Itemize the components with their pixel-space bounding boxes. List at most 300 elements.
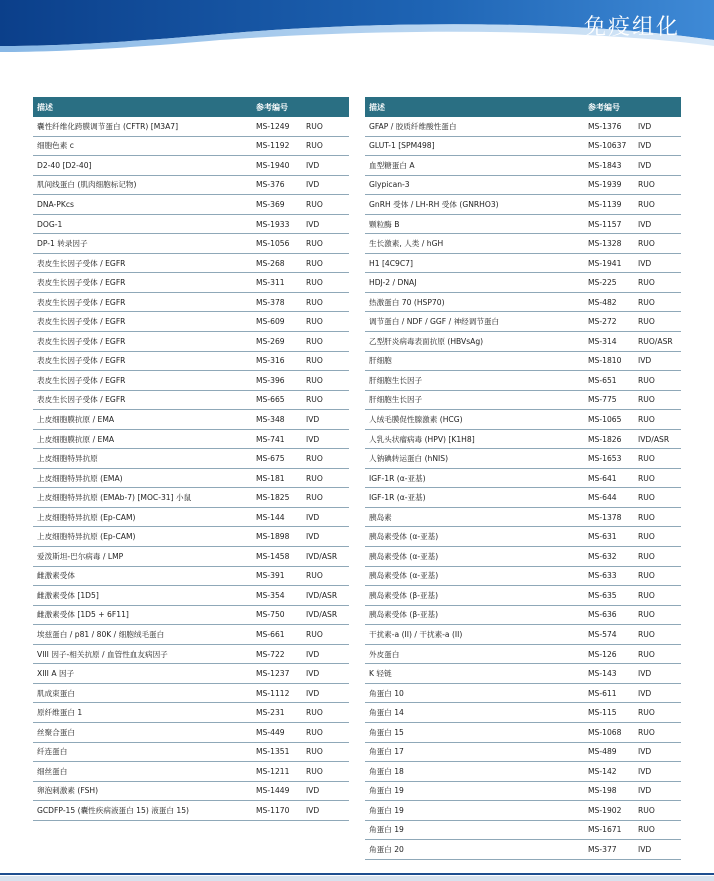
- table-row: [365, 527, 681, 547]
- cell-type: RUO: [638, 610, 655, 620]
- cell-reference: MS-376: [256, 180, 285, 190]
- cell-description: 表皮生长因子受体 / EGFR: [37, 375, 126, 385]
- table-body: [365, 117, 681, 860]
- table-row: [365, 332, 681, 352]
- table-row: [365, 137, 681, 157]
- cell-description: 表皮生长因子受体 / EGFR: [37, 336, 126, 346]
- cell-description: 血型糖蛋白 A: [369, 160, 415, 170]
- cell-type: RUO: [306, 297, 323, 307]
- cell-type: RUO: [306, 727, 323, 737]
- table-row: [33, 176, 349, 196]
- cell-description: DP-1 转录因子: [37, 239, 88, 249]
- cell-type: RUO: [638, 825, 655, 835]
- cell-reference: MS-489: [588, 747, 617, 757]
- cell-reference: MS-1351: [256, 747, 290, 757]
- table-row: [33, 801, 349, 821]
- cell-description: 细胞色素 c: [37, 141, 74, 151]
- cell-description: 表皮生长因子受体 / EGFR: [37, 395, 126, 405]
- cell-reference: MS-1112: [256, 688, 290, 698]
- header-banner: [0, 0, 714, 62]
- cell-description: XIII A 因子: [37, 669, 75, 679]
- cell-type: IVD/ASR: [306, 551, 338, 561]
- cell-description: 角蛋白 20: [369, 845, 404, 854]
- cell-reference: MS-722: [256, 649, 285, 659]
- cell-reference: MS-675: [256, 454, 285, 464]
- cell-reference: MS-1378: [588, 512, 622, 522]
- cell-description: GnRH 受体 / LH-RH 受体 (GNRHO3): [369, 199, 499, 209]
- column-header-reference: 参考编号: [256, 102, 288, 112]
- cell-description: 胰岛素受体 (α-亚基): [369, 532, 439, 542]
- cell-type: IVD: [638, 688, 652, 698]
- cell-description: GLUT-1 [SPM498]: [369, 141, 435, 151]
- cell-reference: MS-1810: [588, 356, 622, 366]
- cell-type: IVD: [306, 434, 320, 444]
- cell-reference: MS-631: [588, 532, 617, 542]
- cell-reference: MS-741: [256, 434, 285, 444]
- cell-type: IVD: [638, 121, 652, 131]
- cell-reference: MS-1065: [588, 414, 622, 424]
- cell-description: 上皮细胞特异抗原: [37, 454, 98, 464]
- table-row: [365, 723, 681, 743]
- cell-type: RUO: [638, 629, 655, 639]
- cell-type: RUO: [306, 473, 323, 483]
- column-header-description: 描述: [37, 102, 53, 112]
- cell-description: 胰岛素: [369, 512, 392, 522]
- cell-type: RUO: [306, 199, 323, 209]
- cell-reference: MS-377: [588, 845, 617, 854]
- table-header: [33, 97, 349, 117]
- footer-rule: [0, 873, 714, 875]
- cell-reference: MS-1139: [588, 199, 622, 209]
- cell-description: 角蛋白 19: [369, 786, 404, 796]
- cell-description: 乙型肝炎病毒表面抗原 (HBVsAg): [369, 336, 484, 346]
- table-row: [365, 821, 681, 841]
- cell-reference: MS-665: [256, 395, 285, 405]
- cell-reference: MS-750: [256, 610, 285, 620]
- footer-band: [0, 876, 714, 881]
- table-row: [365, 430, 681, 450]
- cell-description: 爱泼斯坦-巴尔病毒 / LMP: [37, 551, 124, 561]
- cell-description: 上皮细胞膜抗原 / EMA: [37, 414, 115, 424]
- cell-reference: MS-574: [588, 629, 617, 639]
- cell-type: IVD: [306, 649, 320, 659]
- cell-reference: MS-1211: [256, 766, 290, 776]
- cell-type: IVD: [638, 141, 652, 151]
- cell-reference: MS-1933: [256, 219, 290, 229]
- cell-description: GCDFP-15 (囊性疾病液蛋白 15) 液蛋白 15): [37, 805, 190, 815]
- table-row: [365, 567, 681, 587]
- table-row: [365, 606, 681, 626]
- cell-reference: MS-316: [256, 356, 285, 366]
- cell-type: IVD: [638, 258, 652, 268]
- cell-reference: MS-1825: [256, 493, 290, 503]
- cell-description: 囊性纤维化跨膜调节蛋白 (CFTR) [M3A7]: [37, 121, 179, 131]
- cell-description: 胰岛素受体 (α-亚基): [369, 571, 439, 581]
- table-row: [33, 567, 349, 587]
- table-row: [365, 488, 681, 508]
- cell-reference: MS-391: [256, 571, 285, 581]
- cell-type: RUO: [306, 375, 323, 385]
- table-row: [365, 195, 681, 215]
- cell-type: RUO: [306, 747, 323, 757]
- cell-type: IVD: [306, 786, 320, 796]
- cell-reference: MS-609: [256, 317, 285, 327]
- cell-description: 干扰素-a (II) / 干扰素-a (II): [369, 629, 463, 639]
- cell-description: 肝细胞生长因子: [369, 375, 423, 385]
- cell-type: IVD: [306, 180, 320, 190]
- table-row: [365, 762, 681, 782]
- cell-description: 上皮细胞特异抗原 (Ep-CAM): [37, 532, 136, 542]
- cell-type: IVD: [306, 805, 320, 815]
- table-row: [365, 664, 681, 684]
- cell-reference: MS-611: [588, 688, 617, 698]
- cell-description: 胰岛素受体 (β-亚基): [369, 610, 439, 620]
- cell-type: RUO: [638, 180, 655, 190]
- cell-type: RUO: [638, 590, 655, 600]
- table-row: [365, 176, 681, 196]
- table-row: [33, 117, 349, 137]
- table-row: [365, 449, 681, 469]
- cell-description: 表皮生长因子受体 / EGFR: [37, 356, 126, 366]
- cell-description: 表皮生长因子受体 / EGFR: [37, 317, 126, 327]
- cell-type: IVD/ASR: [306, 590, 338, 600]
- table-row: [365, 840, 681, 860]
- table-row: [33, 743, 349, 763]
- table-row: [33, 664, 349, 684]
- cell-description: K 轻链: [369, 669, 392, 679]
- table-row: [33, 508, 349, 528]
- table-row: [365, 586, 681, 606]
- cell-reference: MS-633: [588, 571, 617, 581]
- cell-reference: MS-231: [256, 708, 285, 718]
- cell-description: 热激蛋白 70 (HSP70): [369, 297, 445, 307]
- cell-reference: MS-661: [256, 629, 285, 639]
- cell-reference: MS-181: [256, 473, 285, 483]
- cell-type: RUO: [638, 199, 655, 209]
- cell-type: RUO: [306, 121, 323, 131]
- cell-description: 人乳头状瘤病毒 (HPV) [K1H8]: [369, 434, 475, 444]
- table-row: [33, 586, 349, 606]
- cell-type: RUO: [306, 571, 323, 581]
- cell-description: 角蛋白 19: [369, 805, 404, 815]
- table-row: [33, 137, 349, 157]
- cell-reference: MS-635: [588, 590, 617, 600]
- cell-type: IVD: [638, 766, 652, 776]
- cell-reference: MS-644: [588, 493, 617, 503]
- table-row: [365, 352, 681, 372]
- cell-type: RUO: [638, 317, 655, 327]
- table-row: [33, 254, 349, 274]
- cell-type: RUO: [638, 551, 655, 561]
- cell-reference: MS-1941: [588, 258, 622, 268]
- cell-type: RUO: [638, 805, 655, 815]
- cell-type: RUO: [306, 629, 323, 639]
- table-row: [365, 645, 681, 665]
- cell-description: 细丝蛋白: [37, 766, 68, 776]
- cell-description: IGF-1R (α-亚基): [369, 493, 426, 503]
- cell-reference: MS-1328: [588, 239, 622, 249]
- cell-reference: MS-115: [588, 708, 617, 718]
- table-row: [365, 410, 681, 430]
- cell-reference: MS-641: [588, 473, 617, 483]
- cell-description: 角蛋白 10: [369, 688, 404, 698]
- cell-reference: MS-482: [588, 297, 617, 307]
- column-header-description: 描述: [369, 102, 385, 112]
- cell-reference: MS-1902: [588, 805, 622, 815]
- cell-type: IVD: [638, 845, 652, 854]
- cell-type: RUO: [306, 239, 323, 249]
- cell-description: 生长激素, 人类 / hGH: [369, 239, 444, 249]
- table-row: [33, 527, 349, 547]
- cell-type: RUO: [638, 278, 655, 288]
- cell-type: RUO: [638, 454, 655, 464]
- cell-description: 角蛋白 15: [369, 727, 404, 737]
- cell-description: 肌间线蛋白 (肌肉细胞标记物): [37, 180, 137, 190]
- table-row: [33, 469, 349, 489]
- cell-type: IVD: [638, 160, 652, 170]
- table-row: [33, 293, 349, 313]
- cell-type: RUO: [638, 395, 655, 405]
- cell-type: RUO/ASR: [638, 336, 673, 346]
- cell-description: 上皮细胞特异抗原 (EMAb-7) [MOC-31] 小鼠: [37, 493, 192, 503]
- cell-reference: MS-1458: [256, 551, 290, 561]
- cell-description: 卵泡刺激素 (FSH): [37, 786, 99, 796]
- cell-description: 外皮蛋白: [369, 649, 400, 659]
- table-row: [33, 449, 349, 469]
- table-row: [365, 254, 681, 274]
- cell-reference: MS-449: [256, 727, 285, 737]
- table-row: [33, 606, 349, 626]
- table-row: [365, 371, 681, 391]
- cell-type: RUO: [638, 571, 655, 581]
- table-row: [33, 371, 349, 391]
- table-row: [365, 312, 681, 332]
- cell-type: RUO: [306, 493, 323, 503]
- table-row: [33, 273, 349, 293]
- cell-type: RUO: [638, 512, 655, 522]
- cell-description: 肌成束蛋白: [37, 688, 75, 698]
- cell-reference: MS-348: [256, 414, 285, 424]
- cell-type: RUO: [306, 317, 323, 327]
- cell-description: 角蛋白 18: [369, 766, 404, 776]
- cell-type: RUO: [306, 258, 323, 268]
- cell-description: 丝聚合蛋白: [37, 727, 75, 737]
- product-table-left: [33, 97, 349, 821]
- table-row: [33, 391, 349, 411]
- cell-reference: MS-1249: [256, 121, 290, 131]
- cell-description: 表皮生长因子受体 / EGFR: [37, 258, 126, 268]
- cell-reference: MS-396: [256, 375, 285, 385]
- cell-reference: MS-1157: [588, 219, 622, 229]
- cell-type: IVD/ASR: [306, 610, 338, 620]
- table-row: [365, 801, 681, 821]
- cell-description: 表皮生长因子受体 / EGFR: [37, 297, 126, 307]
- cell-description: 雌激素受体: [37, 571, 75, 581]
- cell-reference: MS-1170: [256, 805, 290, 815]
- cell-type: RUO: [638, 727, 655, 737]
- cell-type: IVD: [638, 356, 652, 366]
- cell-reference: MS-1843: [588, 160, 622, 170]
- cell-type: IVD: [638, 219, 652, 229]
- cell-description: 角蛋白 19: [369, 825, 404, 835]
- cell-type: IVD: [306, 532, 320, 542]
- table-row: [365, 684, 681, 704]
- cell-type: RUO: [638, 649, 655, 659]
- table-row: [365, 391, 681, 411]
- cell-type: RUO: [638, 473, 655, 483]
- cell-reference: MS-225: [588, 278, 617, 288]
- cell-description: 原纤维蛋白 1: [37, 708, 83, 718]
- page-title: 免疫组化: [583, 15, 680, 40]
- cell-reference: MS-311: [256, 278, 285, 288]
- cell-type: IVD: [306, 669, 320, 679]
- cell-type: RUO: [638, 375, 655, 385]
- table-header: [365, 97, 681, 117]
- cell-reference: MS-198: [588, 786, 617, 796]
- table-row: [33, 195, 349, 215]
- table-row: [33, 762, 349, 782]
- cell-reference: MS-1376: [588, 121, 622, 131]
- table-row: [365, 469, 681, 489]
- cell-description: 人钠碘转运蛋白 (hNIS): [369, 454, 449, 464]
- cell-type: RUO: [638, 239, 655, 249]
- cell-reference: MS-369: [256, 199, 285, 209]
- cell-reference: MS-1826: [588, 434, 622, 444]
- table-row: [33, 410, 349, 430]
- cell-reference: MS-1940: [256, 160, 290, 170]
- cell-description: 调节蛋白 / NDF / GGF / 神经调节蛋白: [369, 317, 500, 327]
- cell-reference: MS-1449: [256, 786, 290, 796]
- table-row: [33, 547, 349, 567]
- cell-description: 上皮细胞特异抗原 (EMA): [37, 473, 123, 483]
- cell-type: IVD: [638, 786, 652, 796]
- table-row: [33, 352, 349, 372]
- table-row: [33, 430, 349, 450]
- cell-description: IGF-1R (α-亚基): [369, 473, 426, 483]
- cell-type: IVD: [306, 688, 320, 698]
- product-table-right: [365, 97, 681, 860]
- cell-type: RUO: [638, 532, 655, 542]
- cell-reference: MS-651: [588, 375, 617, 385]
- cell-description: HDJ-2 / DNAJ: [369, 278, 417, 288]
- cell-reference: MS-1192: [256, 141, 290, 151]
- cell-description: 雌激素受体 [1D5 + 6F11]: [37, 610, 129, 620]
- table-row: [33, 645, 349, 665]
- cell-description: 颗粒酶 B: [369, 219, 400, 229]
- cell-reference: MS-126: [588, 649, 617, 659]
- table-row: [365, 703, 681, 723]
- cell-reference: MS-1653: [588, 454, 622, 464]
- cell-type: RUO: [306, 278, 323, 288]
- cell-reference: MS-632: [588, 551, 617, 561]
- cell-reference: MS-1671: [588, 825, 622, 835]
- table-row: [33, 684, 349, 704]
- cell-description: 角蛋白 14: [369, 708, 404, 718]
- cell-description: Glypican-3: [369, 180, 410, 190]
- cell-description: 表皮生长因子受体 / EGFR: [37, 278, 126, 288]
- table-row: [365, 234, 681, 254]
- table-row: [365, 743, 681, 763]
- table-row: [365, 156, 681, 176]
- cell-type: RUO: [638, 414, 655, 424]
- cell-type: RUO: [306, 141, 323, 151]
- cell-description: 人绒毛膜促性腺激素 (HCG): [369, 414, 463, 424]
- table-row: [33, 625, 349, 645]
- cell-reference: MS-142: [588, 766, 617, 776]
- table-row: [365, 782, 681, 802]
- cell-reference: MS-354: [256, 590, 285, 600]
- table-row: [33, 332, 349, 352]
- cell-description: 肝细胞生长因子: [369, 395, 423, 405]
- cell-description: D2-40 [D2-40]: [37, 160, 92, 170]
- cell-type: IVD: [638, 747, 652, 757]
- table-row: [33, 234, 349, 254]
- cell-description: 上皮细胞特异抗原 (Ep-CAM): [37, 512, 136, 522]
- table-row: [33, 782, 349, 802]
- cell-reference: MS-1237: [256, 669, 290, 679]
- cell-reference: MS-10637: [588, 141, 627, 151]
- cell-type: RUO: [306, 395, 323, 405]
- cell-description: GFAP / 胶质纤维酸性蛋白: [369, 121, 457, 131]
- cell-reference: MS-143: [588, 669, 617, 679]
- cell-type: IVD: [306, 219, 320, 229]
- cell-type: IVD: [638, 669, 652, 679]
- table-row: [365, 215, 681, 235]
- cell-description: VIII 因子-相关抗原 / 血管性血友病因子: [37, 649, 168, 659]
- table-row: [365, 508, 681, 528]
- cell-type: RUO: [638, 708, 655, 718]
- table-row: [33, 156, 349, 176]
- cell-reference: MS-269: [256, 336, 285, 346]
- table-row: [33, 312, 349, 332]
- cell-type: RUO: [638, 297, 655, 307]
- cell-type: RUO: [306, 336, 323, 346]
- cell-reference: MS-272: [588, 317, 617, 327]
- cell-type: IVD: [306, 512, 320, 522]
- table-body: [33, 117, 349, 821]
- table-row: [365, 293, 681, 313]
- cell-type: IVD: [306, 414, 320, 424]
- cell-type: RUO: [638, 493, 655, 503]
- cell-description: 纤连蛋白: [37, 747, 68, 757]
- cell-type: RUO: [306, 766, 323, 776]
- cell-type: RUO: [306, 708, 323, 718]
- cell-reference: MS-1939: [588, 180, 622, 190]
- cell-type: IVD/ASR: [638, 434, 670, 444]
- column-header-reference: 参考编号: [588, 102, 620, 112]
- cell-description: 角蛋白 17: [369, 747, 404, 757]
- table-row: [365, 273, 681, 293]
- cell-reference: MS-1898: [256, 532, 290, 542]
- cell-description: 雌激素受体 [1D5]: [37, 590, 99, 600]
- cell-reference: MS-636: [588, 610, 617, 620]
- cell-reference: MS-314: [588, 336, 617, 346]
- cell-reference: MS-378: [256, 297, 285, 307]
- table-row: [33, 703, 349, 723]
- cell-description: 胰岛素受体 (α-亚基): [369, 551, 439, 561]
- cell-description: DNA-PKcs: [37, 199, 74, 209]
- table-row: [365, 117, 681, 137]
- cell-type: RUO: [306, 356, 323, 366]
- cell-reference: MS-268: [256, 258, 285, 268]
- table-row: [33, 488, 349, 508]
- table-row: [33, 215, 349, 235]
- cell-description: 埃兹蛋白 / p81 / 80K / 细胞绒毛蛋白: [37, 629, 165, 639]
- table-row: [33, 723, 349, 743]
- cell-type: RUO: [306, 454, 323, 464]
- cell-description: 胰岛素受体 (β-亚基): [369, 590, 439, 600]
- cell-reference: MS-1068: [588, 727, 622, 737]
